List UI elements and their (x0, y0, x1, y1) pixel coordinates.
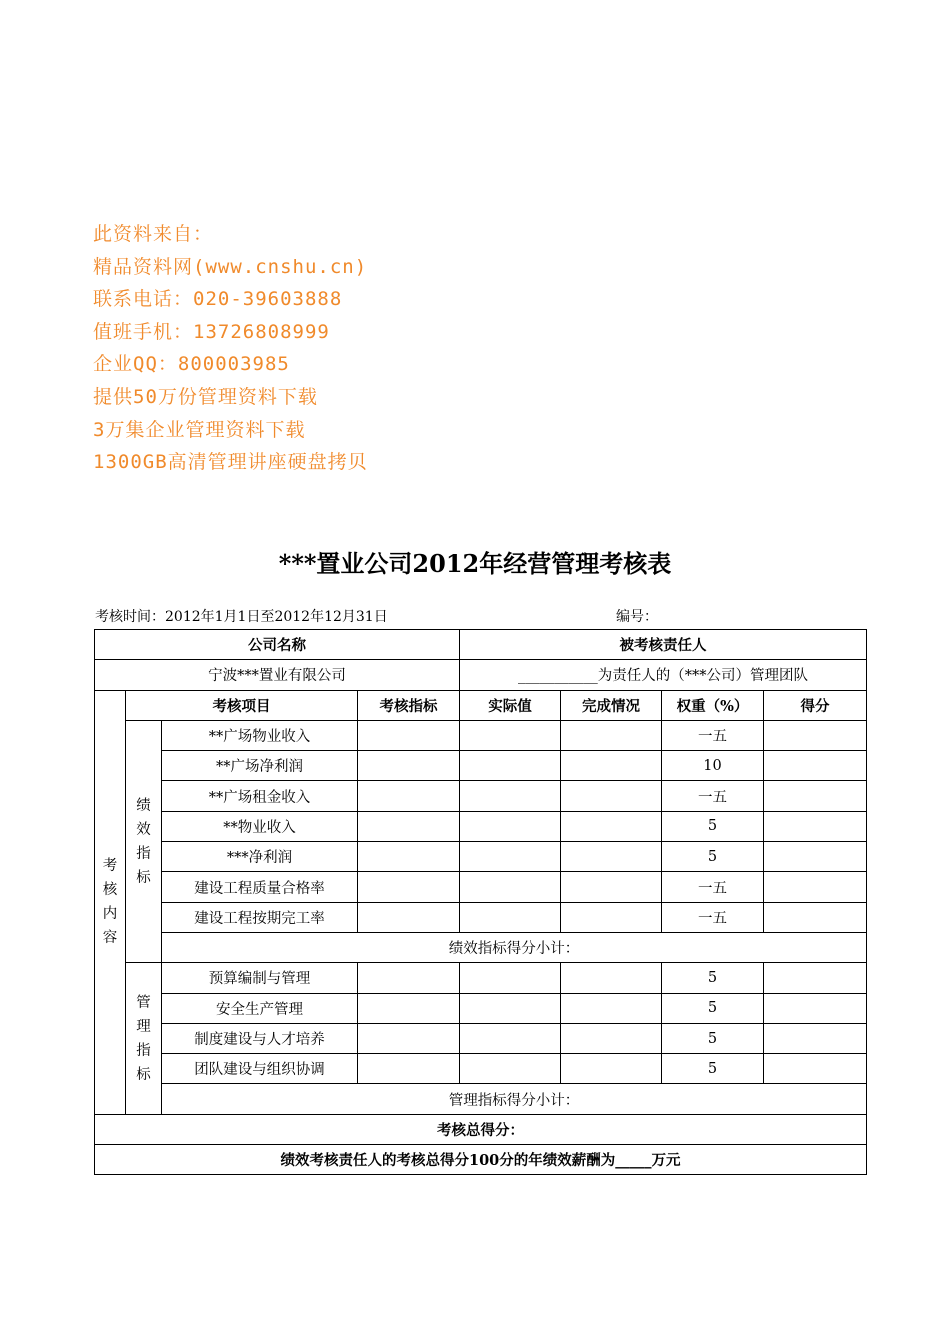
indicator-cell[interactable] (358, 842, 460, 872)
table-row (95, 630, 867, 660)
table-row (95, 1054, 867, 1084)
promo-line: 此资料来自： (93, 223, 214, 245)
weight-cell: 一五 (662, 902, 764, 932)
salary-note: 绩效考核责任人的考核总得分100分的年绩效薪酬为_____万元 (95, 1145, 867, 1175)
weight-cell: 10 (662, 751, 764, 781)
table-row (95, 872, 867, 902)
table-row (95, 660, 867, 690)
column-header: 实际值 (460, 690, 561, 720)
score-cell[interactable] (764, 1054, 867, 1084)
actual-cell[interactable] (460, 872, 561, 902)
table-row (95, 781, 867, 811)
column-header: 得分 (764, 690, 867, 720)
completion-cell[interactable] (561, 1023, 662, 1053)
column-header: 权重（%） (662, 690, 764, 720)
weight-cell: 5 (662, 963, 764, 993)
weight-cell: 5 (662, 993, 764, 1023)
completion-cell[interactable] (561, 751, 662, 781)
score-cell[interactable] (764, 1023, 867, 1053)
weight-cell: 一五 (662, 720, 764, 750)
table-row (95, 811, 867, 841)
company-name-header: 公司名称 (95, 630, 460, 660)
promo-line: 联系电话：020-39603888 (93, 288, 343, 311)
promo-line: 企业QQ：800003985 (93, 353, 290, 376)
promo-line: 值班手机：13726808999 (93, 320, 330, 343)
table-row (95, 751, 867, 781)
actual-cell[interactable] (460, 751, 561, 781)
indicator-cell[interactable] (358, 751, 460, 781)
item-cell: 建设工程按期完工率 (162, 902, 358, 932)
indicator-cell[interactable] (358, 1054, 460, 1084)
column-header: 考核项目 (126, 690, 358, 720)
indicator-cell[interactable] (358, 963, 460, 993)
table-row (95, 902, 867, 932)
indicator-cell[interactable] (358, 902, 460, 932)
completion-cell[interactable] (561, 781, 662, 811)
weight-cell: 5 (662, 811, 764, 841)
mgmt-subtotal: 管理指标得分小计： (162, 1084, 867, 1114)
score-cell[interactable] (764, 781, 867, 811)
weight-cell: 5 (662, 1023, 764, 1053)
actual-cell[interactable] (460, 963, 561, 993)
table-row (95, 963, 867, 993)
score-cell[interactable] (764, 751, 867, 781)
table-row (95, 720, 867, 750)
weight-cell: 一五 (662, 781, 764, 811)
promo-line: 1300GB高清管理讲座硬盘拷贝 (93, 451, 368, 474)
table-row (95, 1023, 867, 1053)
actual-cell[interactable] (460, 811, 561, 841)
subtotal-row (95, 1084, 867, 1114)
document-number-label: 编号： (616, 609, 658, 625)
score-cell[interactable] (764, 902, 867, 932)
actual-cell[interactable] (460, 720, 561, 750)
actual-cell[interactable] (460, 781, 561, 811)
score-cell[interactable] (764, 842, 867, 872)
actual-cell[interactable] (460, 993, 561, 1023)
item-cell: 预算编制与管理 (162, 963, 358, 993)
responsible-value: ___________为责任人的（***公司）管理团队 (460, 660, 867, 690)
indicator-cell[interactable] (358, 1023, 460, 1053)
indicator-cell[interactable] (358, 781, 460, 811)
item-cell: 团队建设与组织协调 (162, 1054, 358, 1084)
completion-cell[interactable] (561, 963, 662, 993)
table-row (95, 842, 867, 872)
promo-line: 提供50万份管理资料下载 (93, 385, 318, 408)
item-cell: 安全生产管理 (162, 993, 358, 1023)
promo-block (93, 218, 368, 479)
indicator-cell[interactable] (358, 720, 460, 750)
promo-line: 精品资料网(www.cnshu.cn) (93, 255, 368, 278)
score-cell[interactable] (764, 963, 867, 993)
footer-row (95, 1145, 867, 1175)
section-label-cell: 考 核 内 容 (95, 690, 126, 1114)
document-title: ***置业公司2012年经营管理考核表 (278, 549, 672, 578)
score-cell[interactable] (764, 872, 867, 902)
total-score: 考核总得分： (95, 1114, 867, 1144)
item-cell: **广场物业收入 (162, 720, 358, 750)
item-cell: ***净利润 (162, 842, 358, 872)
item-cell: 制度建设与人才培养 (162, 1023, 358, 1053)
perf-group-label: 绩 效 指 标 (126, 720, 162, 962)
weight-cell: 5 (662, 1054, 764, 1084)
company-name-value: 宁波***置业有限公司 (95, 660, 460, 690)
subtotal-row (95, 932, 867, 962)
table-row (95, 993, 867, 1023)
actual-cell[interactable] (460, 902, 561, 932)
promo-line: 3万集企业管理资料下载 (93, 418, 306, 441)
actual-cell[interactable] (460, 1023, 561, 1053)
completion-cell[interactable] (561, 902, 662, 932)
assessment-period: 考核时间：2012年1月1日至2012年12月31日 (95, 609, 388, 625)
indicator-cell[interactable] (358, 872, 460, 902)
perf-subtotal: 绩效指标得分小计： (162, 932, 867, 962)
mgmt-group-label: 管 理 指 标 (126, 963, 162, 1114)
score-cell[interactable] (764, 720, 867, 750)
indicator-cell[interactable] (358, 993, 460, 1023)
item-cell: 建设工程质量合格率 (162, 872, 358, 902)
weight-cell: 5 (662, 842, 764, 872)
responsible-header: 被考核责任人 (460, 630, 867, 660)
score-cell[interactable] (764, 811, 867, 841)
indicator-cell[interactable] (358, 811, 460, 841)
actual-cell[interactable] (460, 842, 561, 872)
completion-cell[interactable] (561, 811, 662, 841)
column-header: 考核指标 (358, 690, 460, 720)
completion-cell[interactable] (561, 993, 662, 1023)
completion-cell[interactable] (561, 842, 662, 872)
completion-cell[interactable] (561, 1054, 662, 1084)
item-cell: **广场租金收入 (162, 781, 358, 811)
score-cell[interactable] (764, 993, 867, 1023)
item-cell: **广场净利润 (162, 751, 358, 781)
completion-cell[interactable] (561, 872, 662, 902)
total-row (95, 1114, 867, 1144)
item-cell: **物业收入 (162, 811, 358, 841)
column-header: 完成情况 (561, 690, 662, 720)
weight-cell: 一五 (662, 872, 764, 902)
actual-cell[interactable] (460, 1054, 561, 1084)
column-header-row (95, 690, 867, 720)
assessment-table (94, 629, 867, 1175)
completion-cell[interactable] (561, 720, 662, 750)
